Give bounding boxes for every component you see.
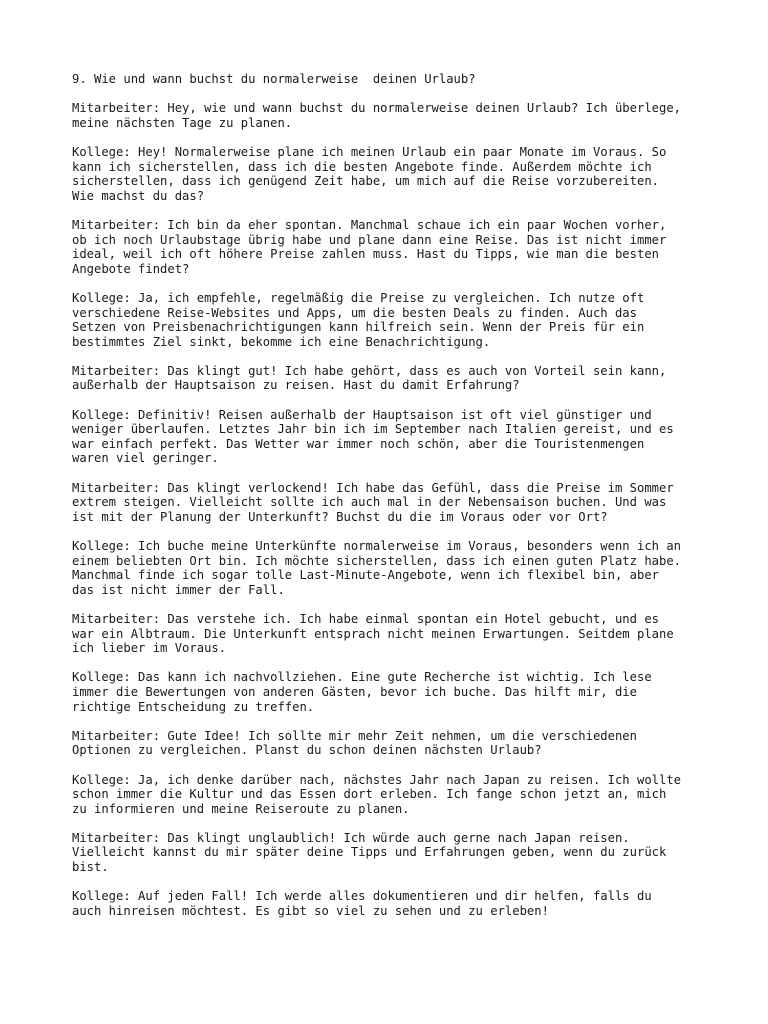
dialogue-paragraph: Mitarbeiter: Hey, wie und wann buchst du normalerweise deinen Urlaub? Ich überlege, meine nächsten Tage zu planen. (72, 101, 682, 130)
dialogue-paragraph: Mitarbeiter: Das klingt unglaublich! Ich würde auch gerne nach Japan reisen. Vielleicht kannst du mir später deine Tipps und Erfahrungen geben, wenn du zurück bist. (72, 830, 667, 875)
dialogue-paragraph: Kollege: Hey! Normalerweise plane ich meinen Urlaub ein paar Monate im Voraus. So kann ich sicherstellen, dass ich die besten Angebote finde. Außerdem möchte ich sicherstellen, dass ich genügend Zeit habe, um mich auf die Reise vorzubereiten. Wie machst du das? (72, 144, 667, 203)
dialogue-paragraph: Kollege: Definitiv! Reisen außerhalb der Hauptsaison ist oft viel günstiger und weniger überlaufen. Letztes Jahr bin ich im September nach Italien gereist, und es war einfach perfekt. Das Wetter war immer noch schön, aber die Touristenmengen waren viel geringer. (72, 407, 674, 466)
dialogue-paragraph: Kollege: Ja, ich empfehle, regelmäßig die Preise zu vergleichen. Ich nutze oft verschiedene Reise-Websites und Apps, um die besten Deals zu finden. Auch das Setzen von Preisbenachrichtigungen kann hilfreich sein. Wenn der Preis für ein bestimmtes Ziel sinkt, bekomme ich eine Benachrichtigung. (72, 290, 645, 349)
dialogue-paragraph: Kollege: Das kann ich nachvollziehen. Eine gute Recherche ist wichtig. Ich lese immer die Bewertungen von anderen Gästen, bevor ich buche. Das hilft mir, die richtige Entscheidung zu treffen. (72, 670, 652, 714)
dialogue-paragraph: Kollege: Auf jeden Fall! Ich werde alles dokumentieren und dir helfen, falls du auch hinreisen möchtest. Es gibt so viel zu sehen und zu erleben! (72, 889, 652, 918)
dialogue-paragraph: Mitarbeiter: Ich bin da eher spontan. Manchmal schaue ich ein paar Wochen vorher, ob ich noch Urlaubstage übrig habe und plane dann eine Reise. Das ist nicht immer ideal, weil ich oft höhere Preise zahlen muss. Hast du Tipps, wie man die besten Angebote findet? (72, 217, 667, 276)
document-heading: 9. Wie und wann buchst du normalerweise deinen Urlaub? (72, 72, 476, 86)
dialogue-paragraph: Kollege: Ja, ich denke darüber nach, nächstes Jahr nach Japan zu reisen. Ich wollte schon immer die Kultur und das Essen dort erleben. Ich fange schon jetzt an, mich zu informieren und meine Reiseroute zu planen. (72, 772, 682, 816)
dialogue-paragraph: Mitarbeiter: Gute Idee! Ich sollte mir mehr Zeit nehmen, um die verschiedenen Optionen zu vergleichen. Planst du schon deinen nächsten Urlaub? (72, 728, 637, 758)
dialogue-paragraph: Mitarbeiter: Das klingt verlockend! Ich habe das Gefühl, dass die Preise im Sommer extrem steigen. Vielleicht sollte ich auch mal in der Nebensaison buchen. Und was ist mit der Planung der Unterkunft? Buchst du die im Voraus oder vor Ort? (72, 480, 674, 524)
dialogue-paragraph: Mitarbeiter: Das klingt gut! Ich habe gehört, dass es auch von Vorteil sein kann, außerhalb der Hauptsaison zu reisen. Hast du damit Erfahrung? (72, 363, 667, 393)
document-page (72, 72, 712, 933)
dialogue-paragraph: Kollege: Ich buche meine Unterkünfte normalerweise im Voraus, besonders wenn ich an einem beliebten Ort bin. Ich möchte sicherstellen, dass ich einen guten Platz habe. Manchmal finde ich sogar tolle Last-Minute-Angebote, wenn ich flexibel bin, aber das ist nicht immer der Fall. (72, 539, 682, 597)
dialogue-paragraph: Mitarbeiter: Das verstehe ich. Ich habe einmal spontan ein Hotel gebucht, und es war ein Albtraum. Die Unterkunft entsprach nicht meinen Erwartungen. Seitdem plane ich lieber im Voraus. (72, 611, 674, 656)
